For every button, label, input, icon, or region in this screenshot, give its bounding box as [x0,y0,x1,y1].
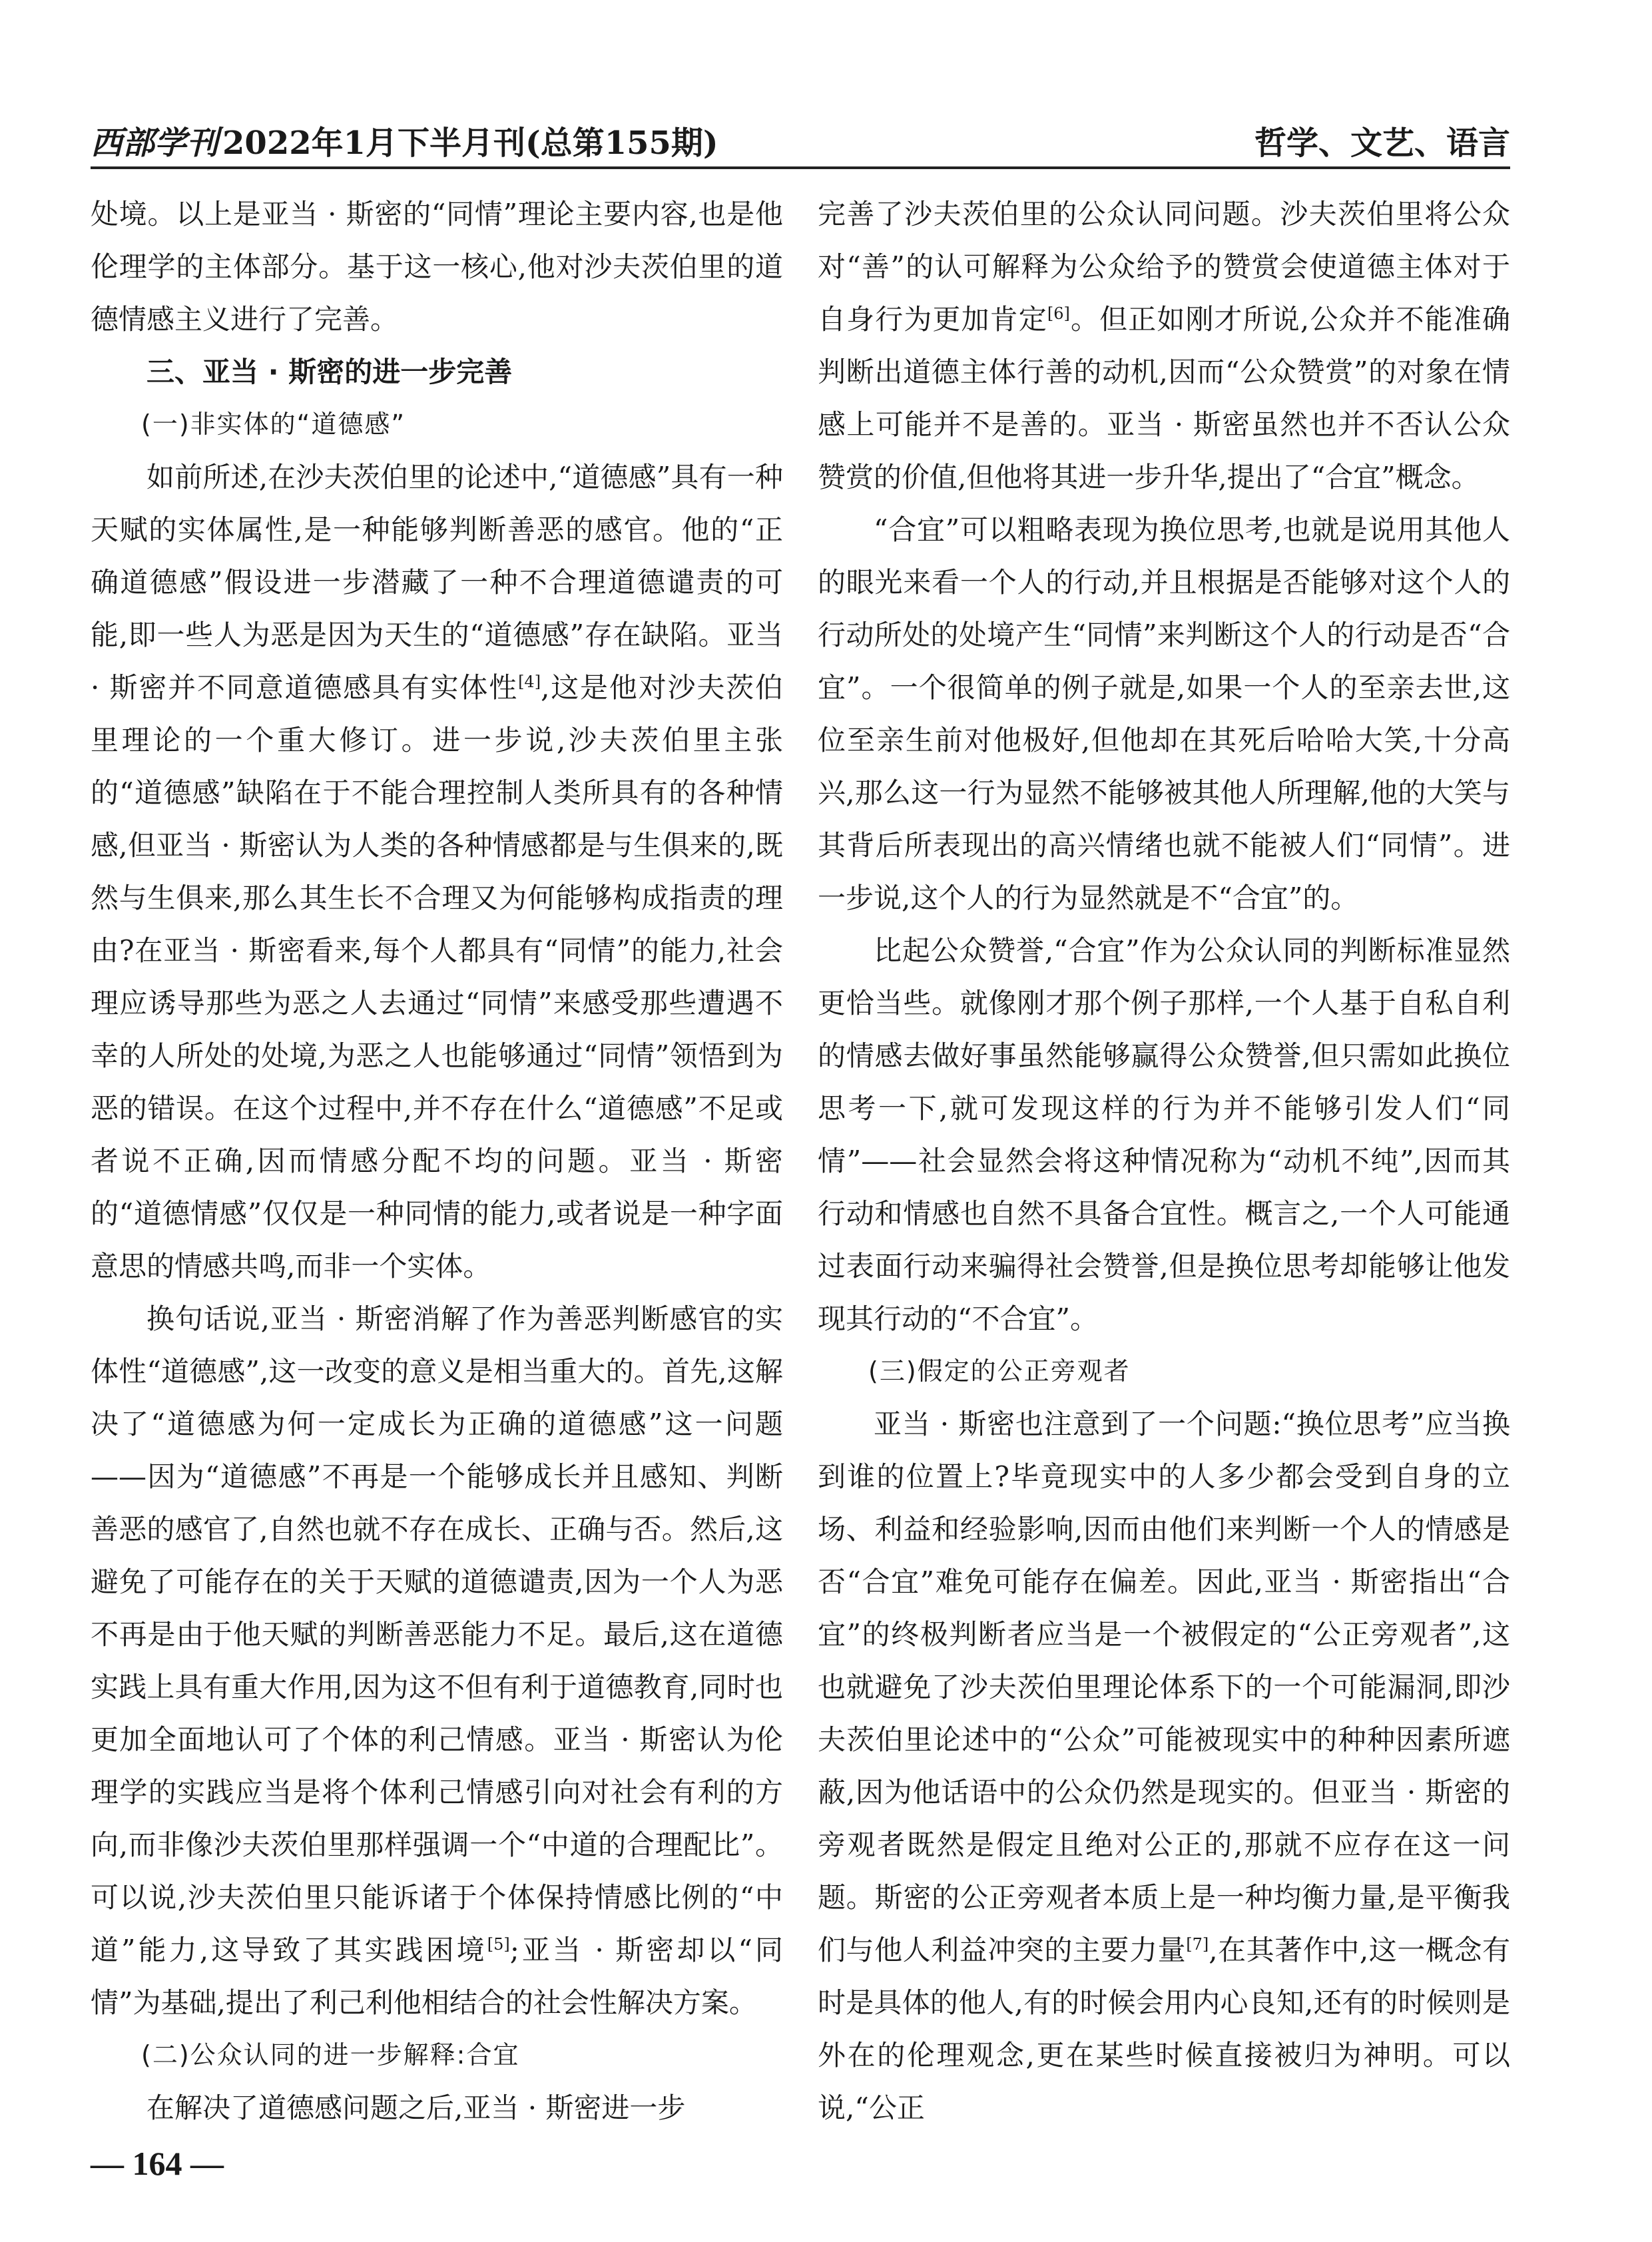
paragraph: “合宜”可以粗略表现为换位思考,也就是说用其他人的眼光来看一个人的行动,并且根据是否能够对这个人的行动所处的处境产生“同情”来判断这个人的行动是否“合宜”。一个很简单的例子就是,如果一个人的至亲去世,这位至亲生前对他极好,但他却在其死后哈哈大笑,十分高兴,那么这一行为显然不能够被其他人所理解,他的大笑与其背后所表现出的高兴情绪也就不能被人们“同情”。进一步说,这个人的行为显然就是不“合宜”的。 [818,513,1510,914]
left-column [91,188,783,2134]
section-name: 哲学、文艺、语言 [1254,125,1510,162]
issue-info: 2022年1月下半月刊(总第155期) [222,125,718,162]
journal-logo: 西部学刊 [91,125,219,162]
citation-ref: [6] [1047,304,1070,323]
paragraph-text: ,这是他对沙夫茨伯里理论的一个重大修订。进一步说,沙夫茨伯里主张的“道德感”缺陷在于不能合理控制人类所具有的各种情感,但亚当 · 斯密认为人类的各种情感都是与生俱来的,既然与生俱来,那么其生长不合理又为何能够构成指责的理由?在亚当 · 斯密看来,每个人都具有“同情”的能力,社会理应诱导那些为恶之人去通过“同情”来感受那些遭遇不幸的人所处的处境,为恶之人也能够通过“同情”领悟到为恶的错误。在这个过程中,并不存在什么“道德感”不足或者说不正确,因而情感分配不均的问题。亚当 · 斯密的“道德情感”仅仅是一种同情的能力,或者说是一种字面意思的情感共鸣,而非一个实体。 [91,671,784,1282]
paragraph-text: 。但正如刚才所说,公众并不能准确判断出道德主体行善的动机,因而“公众赞赏”的对象在情感上可能并不是善的。亚当 · 斯密虽然也并不否认公众赞赏的价值,但他将其进一步升华,提出了“合宜”概念。 [818,303,1510,493]
paragraph-text: 如前所述,在沙夫茨伯里的论述中,“道德感”具有一种天赋的实体属性,是一种能够判断善恶的感官。他的“正确道德感”假设进一步潜藏了一种不合理道德谴责的可能,即一些人为恶是因为天生的“道德感”存在缺陷。亚当 · 斯密并不同意道德感具有实体性 [91,461,783,704]
subsection-heading: (一)非实体的“道德感” [141,410,406,439]
page-number: — 164 — [91,2145,224,2182]
paragraph-text: ;亚当 · 斯密却以“同情”为基础,提出了利己利他相结合的社会性解决方案。 [91,1934,783,2019]
subsection-heading: (三)假定的公正旁观者 [868,1356,1131,1386]
right-column [818,188,1510,2134]
running-header [91,113,1510,169]
section-heading: 三、亚当 · 斯密的进一步完善 [146,356,513,388]
paragraph: 比起公众赞誉,“合宜”作为公众认同的判断标准显然更恰当些。就像刚才那个例子那样,一个人基于自私自利的情感去做好事虽然能够赢得公众赞誉,但只需如此换位思考一下,就可发现这样的行为并不能够引发人们“同情”——社会显然会将这种情况称为“动机不纯”,因而其行动和情感也自然不具备合宜性。概言之,一个人可能通过表面行动来骗得社会赞誉,但是换位思考却能够让他发现其行动的“不合宜”。 [818,934,1510,1335]
paragraph: 在解决了道德感问题之后,亚当 · 斯密进一步 [146,2092,686,2124]
paragraph-text: 换句话说,亚当 · 斯密消解了作为善恶判断感官的实体性“道德感”,这一改变的意义是相当重大的。首先,这解决了“道德感为何一定成长为正确的道德感”这一问题——因为“道德感”不再是一个能够成长并且感知、判断善恶的感官了,自然也就不存在成长、正确与否。然后,这避免了可能存在的关于天赋的道德谴责,因为一个人为恶不再是由于他天赋的判断善恶能力不足。最后,这在道德实践上具有重大作用,因为这不但有利于道德教育,同时也更加全面地认可了个体的利己情感。亚当 · 斯密认为伦理学的实践应当是将个体利己情感引向对社会有利的方向,而非像沙夫茨伯里那样强调一个“中道的合理配比”。可以说,沙夫茨伯里只能诉诸于个体保持情感比例的“中道”能力,这导致了其实践困境 [91,1302,783,1966]
paragraph [818,1398,1510,2134]
paragraph: 处境。以上是亚当 · 斯密的“同情”理论主要内容,也是他伦理学的主体部分。基于这一核心,他对沙夫茨伯里的道德情感主义进行了完善。 [91,198,783,336]
paragraph-text: 亚当 · 斯密也注意到了一个问题:“换位思考”应当换到谁的位置上?毕竟现实中的人多少都会受到自身的立场、利益和经验影响,因而由他们来判断一个人的情感是否“合宜”难免可能存在偏差。因此,亚当 · 斯密指出“合宜”的终极判断者应当是一个被假定的“公正旁观者”,这也就避免了沙夫茨伯里理论体系下的一个可能漏洞,即沙夫茨伯里论述中的“公众”可能被现实中的种种因素所遮蔽,因为他话语中的公众仍然是现实的。但亚当 · 斯密的旁观者既然是假定且绝对公正的,那就不应存在这一问题。斯密的公正旁观者本质上是一种均衡力量,是平衡我们与他人利益冲突的主要力量 [818,1408,1510,1966]
citation-ref: [5] [487,1935,510,1954]
paragraph-text: ,在其著作中,这一概念有时是具体的他人,有的时候会用内心良知,还有的时候则是外在的伦理观念,更在某些时候直接被归为神明。可以说,“公正 [818,1934,1510,2124]
journal-issue-line [91,117,718,163]
citation-ref: [7] [1186,1935,1209,1954]
subsection-heading: (二)公众认同的进一步解释:合宜 [141,2040,520,2070]
paragraph [91,1292,783,2029]
citation-ref: [4] [518,673,541,691]
paragraph-text: 完善了沙夫茨伯里的公众认同问题。沙夫茨伯里将公众对“善”的认可解释为公众给予的赞赏会使道德主体对于自身行为更加肯定 [818,198,1510,336]
paragraph [818,188,1510,503]
paragraph [91,451,783,1292]
